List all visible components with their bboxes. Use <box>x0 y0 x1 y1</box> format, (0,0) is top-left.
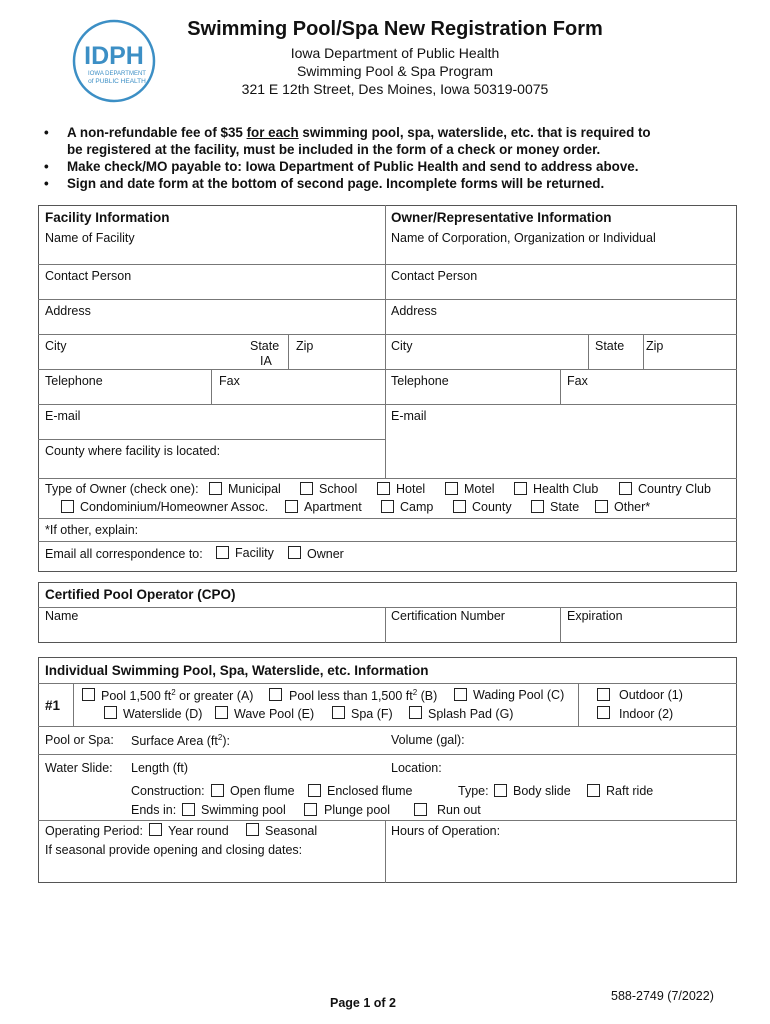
cpo-name-field[interactable]: Name <box>45 609 79 623</box>
facility-email-field[interactable]: E-mail <box>45 409 81 423</box>
construction-label: Construction: <box>131 784 205 798</box>
owner-city-field[interactable]: City <box>391 339 413 353</box>
waterslide-label: Waterslide (D) <box>123 707 203 721</box>
pool-large-label: Pool 1,500 $ft^2$ or greater (A) <box>101 688 254 704</box>
owner-heading: Owner/Representative Information <box>391 210 612 225</box>
state-checkbox[interactable] <box>531 500 544 513</box>
facility-county-field[interactable]: County where facility is located: <box>45 444 221 458</box>
form-title: Swimming Pool/Spa New Registration Form <box>187 18 603 40</box>
operating-period-label: Operating Period: <box>45 824 143 838</box>
wading-pool-label: Wading Pool (C) <box>473 688 565 702</box>
year-round-checkbox[interactable] <box>149 823 162 836</box>
instruction-payable: • Make check/MO payable to: Iowa Department of Public Health and send to address above. <box>40 158 720 175</box>
camp-checkbox[interactable] <box>381 500 394 513</box>
cpo-heading: Certified Pool Operator (CPO) <box>45 587 236 602</box>
program-name: Swimming Pool & Spa Program <box>296 63 494 79</box>
run-out-checkbox[interactable] <box>414 803 427 816</box>
instruction-fee: • A non-refundable fee of $35 for each swimming pool, spa, waterslide, etc. that is required to be registered at the facility, must be included in the form of a check or money order. <box>40 124 720 158</box>
other-checkbox[interactable] <box>595 500 608 513</box>
owner-zip-field[interactable]: Zip <box>646 339 664 353</box>
idph-logo <box>72 19 156 103</box>
facility-heading: Facility Information <box>45 210 170 225</box>
pool-large-checkbox[interactable] <box>82 688 95 701</box>
owner-contact-field[interactable]: Contact Person <box>391 269 478 283</box>
apartment-label: Apartment <box>304 500 362 514</box>
pool-info-heading: Individual Swimming Pool, Spa, Waterslide, etc. Information <box>45 663 429 678</box>
seasonal-label: Seasonal <box>265 824 318 838</box>
plunge-pool-label: Plunge pool <box>324 803 391 817</box>
health-club-label: Health Club <box>533 482 599 496</box>
water-slide-label: Water Slide: <box>45 761 113 775</box>
county-label: County <box>472 500 512 514</box>
splash-pad-label: Splash Pad (G) <box>428 707 514 721</box>
instruction-sign: • Sign and date form at the bottom of second page. Incomplete forms will be returned. <box>40 175 720 192</box>
country-club-label: Country Club <box>638 482 711 496</box>
other-explain-field[interactable]: *If other, explain: <box>45 523 139 537</box>
correspondence-label: Email all correspondence to: <box>45 547 203 561</box>
surface-area-field[interactable]: Surface Area $(ft^2)$: <box>131 733 230 749</box>
country-club-checkbox[interactable] <box>619 482 632 495</box>
cpo-certification-field[interactable]: Certification Number <box>391 609 505 623</box>
wave-pool-checkbox[interactable] <box>215 706 228 719</box>
outdoor-label: Outdoor (1) <box>619 688 683 702</box>
facility-fax-field[interactable]: Fax <box>219 374 240 388</box>
correspondence-facility-checkbox[interactable] <box>216 546 229 559</box>
ends-in-label: Ends in: <box>131 803 177 817</box>
county-checkbox[interactable] <box>453 500 466 513</box>
facility-state-value: IA <box>260 354 272 368</box>
correspondence-owner-checkbox[interactable] <box>288 546 301 559</box>
owner-type-label: Type of Owner (check one): <box>45 482 199 496</box>
facility-contact-field[interactable]: Contact Person <box>45 269 132 283</box>
spa-checkbox[interactable] <box>332 706 345 719</box>
agency-address: 321 E 12th Street, Des Moines, Iowa 50319-0075 <box>241 81 549 97</box>
owner-email-field[interactable]: E-mail <box>391 409 427 423</box>
splash-pad-checkbox[interactable] <box>409 706 422 719</box>
indoor-checkbox[interactable] <box>597 706 610 719</box>
pool-or-spa-label: Pool or Spa: <box>45 733 114 747</box>
enclosed-flume-checkbox[interactable] <box>308 784 321 797</box>
run-out-label: Run out <box>437 803 481 817</box>
location-field[interactable]: Location: <box>391 761 442 775</box>
condominium-checkbox[interactable] <box>61 500 74 513</box>
pool-small-checkbox[interactable] <box>269 688 282 701</box>
swimming-pool-checkbox[interactable] <box>182 803 195 816</box>
school-label: School <box>319 482 358 496</box>
body-slide-checkbox[interactable] <box>494 784 507 797</box>
health-club-checkbox[interactable] <box>514 482 527 495</box>
facility-zip-field[interactable]: Zip <box>296 339 314 353</box>
facility-owner-section <box>38 205 737 572</box>
camp-label: Camp <box>400 500 434 514</box>
waterslide-checkbox[interactable] <box>104 706 117 719</box>
agency-name: Iowa Department of Public Health <box>290 45 500 61</box>
hours-of-operation-field[interactable]: Hours of Operation: <box>391 824 501 838</box>
outdoor-checkbox[interactable] <box>597 688 610 701</box>
owner-telephone-field[interactable]: Telephone <box>391 374 449 388</box>
facility-address-field[interactable]: Address <box>45 304 91 318</box>
logo-letters: IDPH <box>84 42 144 70</box>
logo-line1: IOWA DEPARTMENT <box>88 71 146 77</box>
motel-checkbox[interactable] <box>445 482 458 495</box>
wave-pool-label: Wave Pool (E) <box>234 707 315 721</box>
correspondence-owner-label: Owner <box>307 547 344 561</box>
spa-label: Spa (F) <box>351 707 393 721</box>
volume-field[interactable]: Volume (gal): <box>391 733 465 747</box>
hotel-checkbox[interactable] <box>377 482 390 495</box>
wading-pool-checkbox[interactable] <box>454 688 467 701</box>
enclosed-flume-label: Enclosed flume <box>327 784 413 798</box>
municipal-checkbox[interactable] <box>209 482 222 495</box>
facility-state-label: State <box>250 339 280 353</box>
indoor-label: Indoor (2) <box>619 707 674 721</box>
school-checkbox[interactable] <box>300 482 313 495</box>
year-round-label: Year round <box>168 824 229 838</box>
page-number: Page 1 of 2 <box>330 996 396 1010</box>
logo-line2: of PUBLIC HEALTH <box>88 78 146 85</box>
facility-telephone-field[interactable]: Telephone <box>45 374 103 388</box>
raft-ride-label: Raft ride <box>606 784 654 798</box>
state-label: State <box>550 500 580 514</box>
owner-name-field[interactable]: Name of Corporation, Organization or Individual <box>391 231 656 245</box>
pool-small-label: Pool less than 1,500 $ft^2$ (B) <box>289 688 438 704</box>
plunge-pool-checkbox[interactable] <box>304 803 317 816</box>
motel-label: Motel <box>464 482 495 496</box>
form-number: 588-2749 (7/2022) <box>611 989 714 1003</box>
condominium-label: Condominium/Homeowner Assoc. <box>80 500 269 514</box>
raft-ride-checkbox[interactable] <box>587 784 600 797</box>
open-flume-label: Open flume <box>230 784 295 798</box>
length-field[interactable]: Length (ft) <box>131 761 188 775</box>
other-label: Other* <box>614 500 651 514</box>
owner-state-field[interactable]: State <box>595 339 625 353</box>
owner-address-field[interactable]: Address <box>391 304 437 318</box>
owner-fax-field[interactable]: Fax <box>567 374 588 388</box>
pool-number: #1 <box>45 698 61 713</box>
instruction-list <box>40 124 720 192</box>
body-slide-label: Body slide <box>513 784 571 798</box>
open-flume-checkbox[interactable] <box>211 784 224 797</box>
cpo-expiration-field[interactable]: Expiration <box>567 609 623 623</box>
correspondence-facility-label: Facility <box>235 546 274 560</box>
slide-type-label: Type: <box>458 784 489 798</box>
seasonal-checkbox[interactable] <box>246 823 259 836</box>
hotel-label: Hotel <box>396 482 426 496</box>
apartment-checkbox[interactable] <box>285 500 298 513</box>
seasonal-dates-field[interactable]: If seasonal provide opening and closing dates: <box>45 843 303 857</box>
swimming-pool-label: Swimming pool <box>201 803 286 817</box>
facility-name-field[interactable]: Name of Facility <box>45 231 135 245</box>
municipal-label: Municipal <box>228 482 281 496</box>
facility-city-field[interactable]: City <box>45 339 67 353</box>
